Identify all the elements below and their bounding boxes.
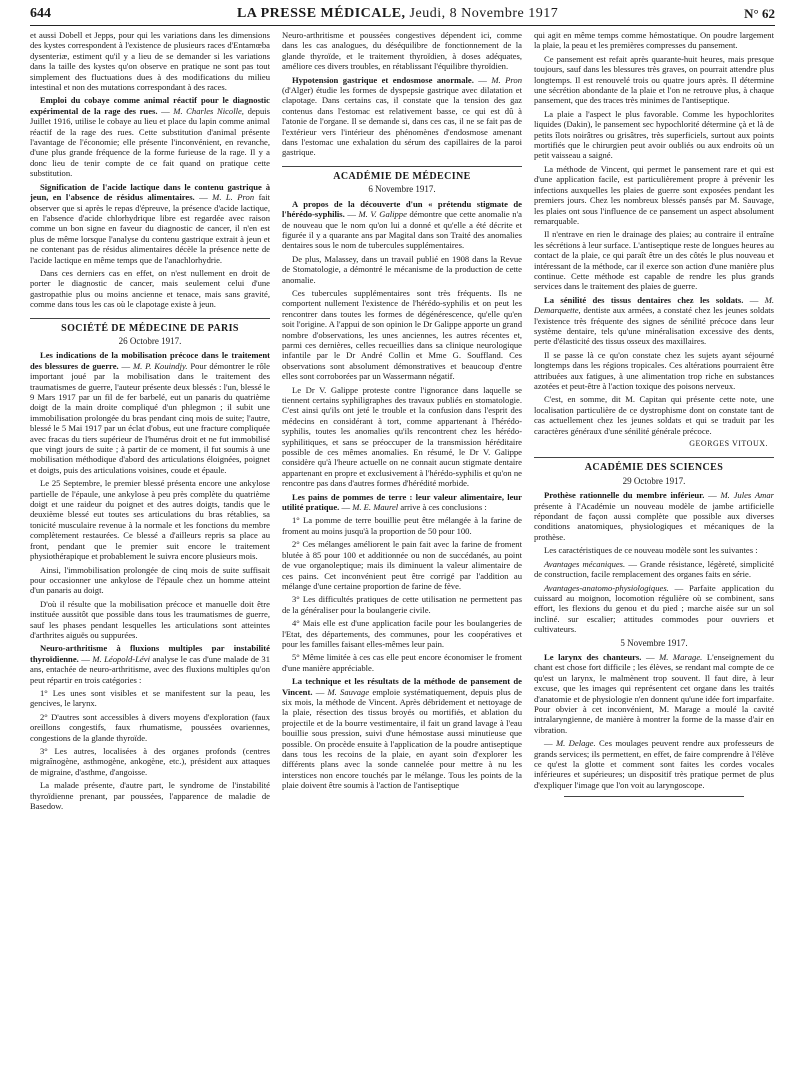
paragraph: Les indications de la mobilisation précoce dans le traitement des blessures de guerre. — M. P. Kouindjy. Pour démontrer le rôle important joué par la mobilisation dans le traitement des traumatismes de guerre, l'auteur présente deux blessés : l'un, blessé le 9 Mars 1917 par un fil de fer barbelé, eut un panaris du quatrième doigt de la main droite compliqué d'un phlegmon ; il subit une immobilisation prolongée du bras pendant cinq mois de suite; l'autre, blessé le 5 Mai 1917 par un éclat d'obus, eut une fracture compliquée avec fracas du tiers supérieur de l'humérus droit et ne fut immobilisé que vingt jours de suite ; à partir de ce moment, il fut soumis à une mobilisation méthodique d'abord des articulations éloignées, poignet et doigts, puis des articulations voisines, coude et épaule.: [30, 350, 270, 475]
paragraph: Prothèse rationnelle du membre inférieur. — M. Jules Amar présente à l'Académie un nouveau modèle de jambe artificielle répondant de façon aussi complète que possible aux diverses conditions anatomiques, physiologiques et mécaniques de la prothèse.: [534, 490, 774, 542]
subheading: Avantages-anatomo-physiologiques.: [544, 582, 669, 593]
issue-date: Jeudi, 8 Novembre 1917: [409, 6, 559, 21]
article-title: Les pains de pommes de terre : leur valeur alimentaire, leur utilité pratique.: [282, 491, 522, 513]
author: M. V. Galippe: [358, 209, 407, 220]
paragraph: Neuro-arthritisme et poussées congestives dépendent ici, comme dans les cas analogues, du déséquilibre de fonctionnement de la glande thyroïde, et le traitement thyroïdien, à doses adéquates, améliore ces divers troubles, en rétablissant l'équilibre thyroïdien.: [282, 30, 522, 72]
body-text: dentiste aux armées, a constaté chez les jeunes soldats l'existence très fréquente des signes de sénilité précoce dans leur système dentaire, tels qu'une minéralisation excessive des dents, perte d'élasticité des tissus osseux des maxillaires.: [534, 305, 774, 347]
author: M. Jules Amar: [720, 490, 774, 501]
author: M. L. Pron: [212, 192, 255, 203]
list-item: 1° La pomme de terre bouillie peut être mélangée à la farine de froment au moins jusqu'à la proportion de 50 pour 100.: [282, 515, 522, 536]
paragraph: A propos de la découverte d'un « prétendu stigmate de l'hérédo-syphilis. — M. V. Galippe démontre que cette anomalie n'a de nouveau que le nom qu'on lui a donné et qu'elle a été décrite et figurée il y a quarante ans par Magital dans son Traité des anomalies dentaires sous le nom de tubercules supplémentaires.: [282, 198, 522, 251]
section-heading: ACADÉMIE DES SCIENCES: [534, 457, 774, 473]
paragraph: [534, 583, 774, 635]
list-item: 3° Les autres, localisées à des organes profonds (centres migraînogène, asthmogène, ankogène, etc.), président aux attaques de migraine, d'asthme, d'angoisse.: [30, 746, 270, 777]
section-heading: SOCIÉTÉ DE MÉDECINE DE PARIS: [30, 318, 270, 334]
section-date: 29 Octobre 1917.: [622, 475, 686, 486]
paragraph: Ainsi, l'immobilisation prolongée de cinq mois de suite suffisait pour occasionner une ankylose de l'épaule chez un homme atteint d'un panaris au doigt.: [30, 564, 270, 596]
paragraph: Signification de l'acide lactique dans le contenu gastrique à jeun, en l'absence de résidus alimentaires. — M. L. Pron fait observer que si après le repas d'épreuve, la présence d'acide lactique, en l'absence d'acide chlorhydrique libre est regardée avec raison comme un bon signe en faveur du diagnostic de cancer, il n'en est plus de même lorsque l'analyse du contenu gastrique extrait à jeun et ne contenant pas de résidus alimentaires décèle la présence nette de l'acide lactique en même temps que de l'anachlorhydrie.: [30, 181, 270, 265]
article-title: Emploi du cobaye comme animal réactif pour le diagnostic expérimental de la rage des rues.: [30, 95, 270, 116]
article-title: Prothèse rationnelle du membre inférieur.: [544, 490, 705, 501]
body-text: analyse le cas d'une malade de 31 ans, entachée de neuro-arthritisme, avec des fluxions multiples qu'on peut répartir en trois catégories :: [30, 653, 270, 685]
author: M. Sauvage: [327, 686, 370, 697]
author: M. Pron: [491, 74, 522, 85]
article-title: La sénilité des tissus dentaires chez les soldats.: [544, 294, 744, 305]
paragraph: et aussi Dobell et Jepps, pour qui les variations dans les dimensions des kystes correspondent à l'existence de plusieurs races d'Entamœba dysenteriæ, estiment qu'il y a lieu de se demander si les variations dans la taille des kystes qu'on observe en pratique ne sont pas tout simplement des fluctuations dues à des modifications du milieu intestinal et non des mutations correspondant à des races.: [30, 30, 270, 93]
list-item: 3° Les difficultés pratiques de cette utilisation ne permettent pas de la généraliser pour la boulangerie civile.: [282, 594, 522, 615]
section-date: 6 Novembre 1917.: [368, 184, 436, 195]
section-date: 5 Novembre 1917.: [620, 637, 688, 648]
body-text: présente à l'Académie un nouveau modèle de jambe artificielle répondant de façon aussi complète que possible aux diverses conditions anatomiques, physiologiques et mécaniques de la prothèse.: [534, 500, 774, 542]
paragraph: De plus, Malassey, dans un travail publié en 1908 dans la Revue de Stomatologie, a démontré le mécanisme de la production de cette anomalie.: [282, 253, 522, 285]
article-title: Le larynx des chanteurs.: [544, 651, 642, 662]
masthead: [237, 6, 558, 22]
author: M. Demarquette,: [534, 294, 774, 316]
paragraph: La malade présente, d'autre part, le syndrome de l'instabilité thyroïdienne prenant, par poussées, l'apparence de maladie de Basedow.: [30, 780, 270, 812]
paragraph: D'où il résulte que la mobilisation précoce et manuelle doit être instituée aussitôt que possible dans tous les traumatismes de guerre, sauf les phases pendant lesquelles les articulations sont atteintes d'arthrites aiguës ou suppurées.: [30, 598, 270, 640]
list-item: 1° Les unes sont visibles et se manifestent sur la peau, les gencives, le larynx.: [30, 687, 270, 709]
signature: GEORGES VITOUX.: [689, 439, 768, 449]
paragraph: Le larynx des chanteurs. — M. Marage. L'enseignement du chant est chose fort difficile ; les élèves, se rendant mal compte de ce qu'est un larynx, le malmènent trop souvent. Il faut dire, à leur excuse, que les images qui représentent cet organe dans les traités d'anatomie et de physiologie n'en donnent qu'une idée fort imparfaite. Pour obvier à cet inconvénient, M. Marage a moulé la cavité intralaryngienne, de manière à montrer la forme de la masse d'air en vibration.: [534, 651, 774, 735]
article-title: Les indications de la mobilisation précoce dans le traitement des blessures de guerre.: [30, 350, 270, 371]
paragraph: Le Dr V. Galippe proteste contre l'ignorance dans laquelle se tiennent certains syphiligraphes des travaux publiés en stomatologie. C'est ainsi qu'ils ont jeté le trouble et la confusion dans l'esprit des médecins en considérant à tort, comme appartenant à l'hérédo-syphilis, toutes les anomalies qu'ils rencontrent chez les hérédo-syphilitiques, et sans se préoccuper de la transmission héréditaire possible de ces mêmes anomalies. En résumé, le Dr V. Galippe considère qu'à l'heure actuelle on ne connait aucun stigmate dentaire appartenant en propre et exclusivement à l'hérédo-syphilis et qu'on ne rencontre pas dans d'autres formes d'hérédité morbide.: [282, 384, 522, 489]
paragraph: Les pains de pommes de terre : leur valeur alimentaire, leur utilité pratique. — M. E. Maurel arrive à ces conclusions :: [282, 491, 522, 513]
author: M. Marage.: [659, 651, 703, 662]
section-date: 26 Octobre 1917.: [118, 335, 182, 346]
column-2: [282, 30, 522, 1075]
body-text: L'enseignement du chant est chose fort difficile ; les élèves, se rendant mal compte de ce qu'est un larynx, le malmènent trop souvent. Il faut dire, à leur excuse, que les images qui représentent cet organe dans les traités d'anatomie et de physiologie n'en donnent qu'une idée fort imparfaite. Pour obvier à cet inconvénient, M. Marage a moulé la cavité intralaryngienne, de manière à montrer la forme de la masse d'air en vibration.: [534, 651, 774, 735]
subheading: Avantages mécaniques.: [544, 558, 626, 569]
paragraph: Le 25 Septembre, le premier blessé présenta encore une ankylose partielle de l'épaule, une ankylose à peu près complète du quatrième doigt et une raideur du poignet et des autres doigts, tandis que le deuxième blessé eut toutes ses articulations du bras rétablies, sa tonicité musculaire revenue à la normale et les fonctions du membre complètement restaurées. Ce blessé a d'ailleurs repris sa place au front, pendant que le premier suit encore le traitement physiothérapique et probablement le suivra encore plusieurs mois.: [30, 478, 270, 562]
article-title: A propos de la découverte d'un « prétendu stigmate de l'hérédo-syphilis.: [282, 198, 522, 220]
body-text: emploie systématiquement, depuis plus de six mois, la méthode de Vincent. Après débridement et nettoyage de la plaie, résection des tissus broyés ou mortifiés, et ablation du projectile et de la bourre vestimentaire, il fait un grand lavage à l'eau bouillie sous pression, suivi d'une hémostase aussi minutieuse que possible. On procède ensuite à l'application de la poudre antiseptique dans tous les recoins de la plaie, en ayant soin d'explorer les différents plans avec la sonde cannelée pour mettre à nu les interstices non encore touchés par le mélange. Tous les points de la plaie doivent être soumis à l'action de l'antiseptique: [282, 686, 522, 791]
paragraph: Hypotension gastrique et endosmose anormale. — M. Pron (d'Alger) étudie les formes de dyspepsie gastrique avec dilatation et clapotage. Dans certains cas, il constate que la tension des gaz contenus dans l'estomac est relativement basse, ce qui est dû à l'atonie de l'organe. Il se demande si, dans ces cas, il ne se fait pas de l'extérieur vers l'intérieur des phénomènes d'endosmose amenant dans l'estomac une exhalation du sérum des capillaires de la paroi gastrique.: [282, 74, 522, 158]
author: M. Delage.: [555, 738, 596, 749]
paragraph: Neuro-arthritisme à fluxions multiples par instabilité thyroïdienne. — M. Léopold-Lévi analyse le cas d'une malade de 31 ans, entachée de neuro-arthritisme, avec des fluxions multiples qu'on peut répartir en trois catégories :: [30, 643, 270, 685]
body-text: (d'Alger) étudie les formes de dyspepsie gastrique avec dilatation et clapotage. Dans certains cas, il constate que la tension des gaz contenus dans l'estomac est relativement basse, ce qui est dû à l'atonie de l'organe. Il se demande si, dans ces cas, il ne se fait pas de l'extérieur vers l'intérieur des phénomènes d'endosmose amenant dans l'estomac une exhalation du sérum des capillaires de la paroi gastrique.: [282, 85, 522, 158]
paragraph: La technique et les résultats de la méthode de pansement de Vincent. — M. Sauvage emploie systématiquement, depuis plus de six mois, la méthode de Vincent. Après débridement et nettoyage de la plaie, résection des tissus broyés ou mortifiés, et ablation du projectile et de la bourre vestimentaire, il fait un grand lavage à l'eau bouillie sous pression, suivi d'une hémostase aussi minutieuse que possible. On procède ensuite à l'application de la poudre antiseptique dans tous les recoins de la plaie, en ayant soin d'explorer les différents plans avec la sonde cannelée pour mettre à nu les interstices non encore touchés par le mélange. Tous les points de la plaie doivent être soumis à l'action de l'antiseptique: [282, 676, 522, 791]
paragraph: La plaie a l'aspect le plus favorable. Comme les hypochlorites liquides (Dakin), le pansement sec hypochlorité détermine çà et là de petits îlots noirâtres ou grisâtres, très superficiels, surtout aux points mortifiés que le chirurgien peut avoir oubliés ou aux endroits où un petit vaisseau a saigné.: [534, 108, 774, 161]
author: M. E. Maurel: [352, 502, 399, 513]
paragraph: Il n'entrave en rien le drainage des plaies; au contraire il entraîne les sécrétions à leur surface. L'antiseptique reste de longues heures au contact de la plaie, ce qui paraît être un des côtés le plus nouveau et intéressant de la méthode, car il exerce son action d'une manière plus continue. Cette méthode est capable de rendre les plus grands services dans le traitement des plaies de guerre.: [534, 229, 774, 292]
paragraph: La sénilité des tissus dentaires chez les soldats. — M. Demarquette, dentiste aux armées, a constaté chez les jeunes soldats l'existence très fréquente des signes de sénilité précoce dans leur système dentaire, tels qu'une minéralisation excessive des dents, perte d'élasticité des tissus osseux des maxillaires.: [534, 294, 774, 347]
body-text: Ces moulages peuvent rendre aux professeurs de grands services; ils permettent, en effet, de faire comprendre à l'élève ce qu'est la glotte et comment sont faites les cordes vocales inférieures et supérieures; un dispositif très pratique permet de plus d'expliquer l'image que l'on voit au laryngoscope.: [534, 738, 774, 790]
body-text: Pour démontrer le rôle important joué par la mobilisation dans le traitement des traumatismes de guerre, l'auteur présente deux blessés : l'un, blessé le 9 Mars 1917 par un fil de fer barbelé, eut un panaris du quatrième doigt de la main droite compliqué d'un phlegmon ; il subit une immobilisation prolongée du bras pendant cinq mois de suite; l'autre, blessé le 5 Mai 1917 par un éclat d'obus, eut une fracture compliquée avec fracas du tiers supérieur de l'humérus droit et ne fut immobilisé que vingt jours de suite ; à partir de ce moment, il fut soumis à une mobilisation méthodique d'abord des articulations éloignées, poignet et doigts, puis des articulations voisines, coude et épaule.: [30, 360, 270, 475]
paragraph: La méthode de Vincent, qui permet le pansement rare et qui est d'une application facile, est particulièrement propre à prévenir les infections auxquelles les plaies de guerre sont exposées pendant les premiers jours. Chez les nombreux blessés pansés par M. Sauvage, les plaies ont sous l'influence de ce pansement un aspect absolument remarquable.: [534, 163, 774, 226]
article-title: Hypotension gastrique et endosmose anormale.: [292, 74, 474, 85]
body-text: démontre que cette anomalie n'a de nouveau que le nom qu'on lui a donné et qu'elle a été décrite et figurée il y a quarante ans par Magital dans son Traité des anomalies dentaires sous le nom de tubercules supplémentaires.: [282, 209, 522, 251]
column-3: [534, 30, 774, 1075]
body-text: — Parfaite application du cuissard au moignon, locomotion régulière où se combinent, sans effort, les flexions du genou et du pied ; marche aisée sur un sol incliné. sur escalier; attitudes commodes pour ouvriers et cultivateurs.: [534, 582, 774, 635]
paragraph: Les caractéristiques de ce nouveau modèle sont les suivantes :: [544, 545, 758, 556]
body-text: depuis Juillet 1916, utilise le cobaye au lieu et place du lapin comme animal réactif de la rage des rues. Cette substitution d'animal présente l'avantage de l'économie; elle présente l'inconvénient, en revanche, d'une plus grande fréquence de la forme furieuse de la rage. Il y a donc lieu de tenir compte de ce fait quand on pratique cette substitution.: [30, 105, 270, 179]
paragraph: Il se passe là ce qu'on constate chez les sujets ayant séjourné longtemps dans les régions tropicales. Ces altérations pourraient être attribuées aux fatigues, à une alimentation trop riche en substances azotées et peut-être à l'action toxique des poisons nerveux.: [534, 349, 774, 391]
paragraph: qui agit en même temps comme hémostatique. On poudre largement la plaie, la peau et les premières compresses du pansement.: [534, 30, 774, 51]
paragraph: Emploi du cobaye comme animal réactif pour le diagnostic expérimental de la rage des rues. — M. Charles Nicolle, depuis Juillet 1916, utilise le cobaye au lieu et place du lapin comme animal réactif de la rage des rues. Cette substitution d'animal présente l'avantage de l'économie; elle présente l'inconvénient, en revanche, d'une plus grande fréquence de la forme furieuse de la rage. Il y a donc lieu de tenir compte de ce fait quand on pratique cette substitution.: [30, 95, 270, 179]
list-item: 2° D'autres sont accessibles à divers moyens d'exploration (faux oreillons congestifs, faux rhumatisme, poussées ovariennes, congestions de la glande thyroïde.: [30, 711, 270, 743]
paragraph: C'est, en somme, dit M. Capitan qui présente cette note, une localisation particulière de ce dystrophisme dont on constate tant de cas actuellement chez les jeunes soldats et qui se traduit par les caractères généraux d'une sénilité générale précoce.: [534, 394, 774, 436]
list-item: 2° Ces mélanges améliorent le pain fait avec la farine de froment blutée à 85 pour 100 et additionnée ou non de succédanés, au point de vue organoleptique; mais ils diminuent la valeur alimentaire de ces pains. Cet inconvénient peut être corrigé par l'addition au mélange d'une certaine proportion de farine de fève.: [282, 539, 522, 591]
article-title: Neuro-arthritisme à fluxions multiples par instabilité thyroïdienne.: [30, 643, 270, 664]
body-text: fait observer que si après le repas d'épreuve, la présence d'acide lactique, en l'absence d'acide chlorhydrique libre est regardée avec raison comme un bon signe en faveur du diagnostic de cancer, il n'en est plus de même lorsque l'analyse du contenu gastrique extrait à jeun et ne contenant pas de résidus alimentaires décèle la présence nette de l'acide lactique en même temps que de l'anachlorhydrie.: [30, 192, 270, 265]
list-item: 5° Même limitée à ces cas elle peut encore économiser le froment d'une manière appréciable.: [282, 652, 522, 673]
paragraph: Dans ces derniers cas en effet, on n'est nullement en droit de porter le diagnostic de cancer, mais seulement celui d'une gastropathie plus ou moins ancienne et tenace, mais sans gravité, comme dans tous les cas où le clapotage existe à jeun.: [30, 267, 270, 310]
paragraph: — M. Delage. Ces moulages peuvent rendre aux professeurs de grands services; ils permettent, en effet, de faire comprendre à l'élève ce qu'est la glotte et comment sont faites les cordes vocales inférieures et supérieures; un dispositif très pratique permet de plus d'expliquer l'image que l'on voit au laryngoscope.: [534, 738, 774, 790]
paragraph: Ces tubercules supplémentaires sont très fréquents. Ils ne comportent nullement l'existence de l'hérédo-syphilis et on peut les rencontrer dans toutes les formes de dégénérescence, qu'elle qu'en soit l'origine. A l'appui de son opinion le Dr Galippe apporte un grand nombre d'observations, les unes anciennes, les autres récentes et, parmi ces dernières, celles recueillies dans sa clinique neurologique infantile par le Dr André Collin et Mme G. Souffland. Ces observations sont absolument démonstratives et beaucoup d'entre elles sont corroborées par un Wassermann négatif.: [282, 287, 522, 382]
author: M. Léopold-Lévi: [92, 653, 150, 664]
article-title: Signification de l'acide lactique dans le contenu gastrique à jeun, en l'absence de résidus alimentaires.: [30, 181, 270, 203]
article-title: La technique et les résultats de la méthode de pansement de Vincent.: [282, 676, 522, 697]
paragraph: Ce pansement est refait après quarante-huit heures, mais presque toujours, sauf dans les blessures très graves, on pourrait attendre plus longtemps. Il est renouvelé trois ou quatre jours après. Il détermine une sécrétion abondante de la plaie et l'on ne retrouve plus, à chaque pansement, que des traces très minimes de l'antiseptique.: [534, 53, 774, 106]
list-item: 4° Mais elle est d'une application facile pour les boulangeries de l'Etat, des départements, des communes, pour les coopératives et pour les familles faisant elles-mêmes leur pain.: [282, 618, 522, 649]
section-heading: ACADÉMIE DE MÉDECINE: [282, 166, 522, 182]
body-text: arrive à ces conclusions :: [400, 502, 487, 513]
body-text: — Grande résistance, légèreté, simplicité de construction, facile remplacement des organes faits en série.: [534, 558, 774, 580]
paragraph: [534, 559, 774, 580]
issue-number: N° 62: [744, 6, 775, 21]
page-number: 644: [30, 6, 51, 21]
article-columns: [30, 30, 775, 1075]
page-header: [30, 0, 775, 26]
end-rule: [564, 796, 744, 797]
author: M. P. Kouindjy.: [132, 360, 188, 371]
author: M. Charles Nicolle,: [173, 105, 244, 116]
journal-title: LA PRESSE MÉDICALE,: [236, 6, 406, 21]
column-1: [30, 30, 270, 1075]
